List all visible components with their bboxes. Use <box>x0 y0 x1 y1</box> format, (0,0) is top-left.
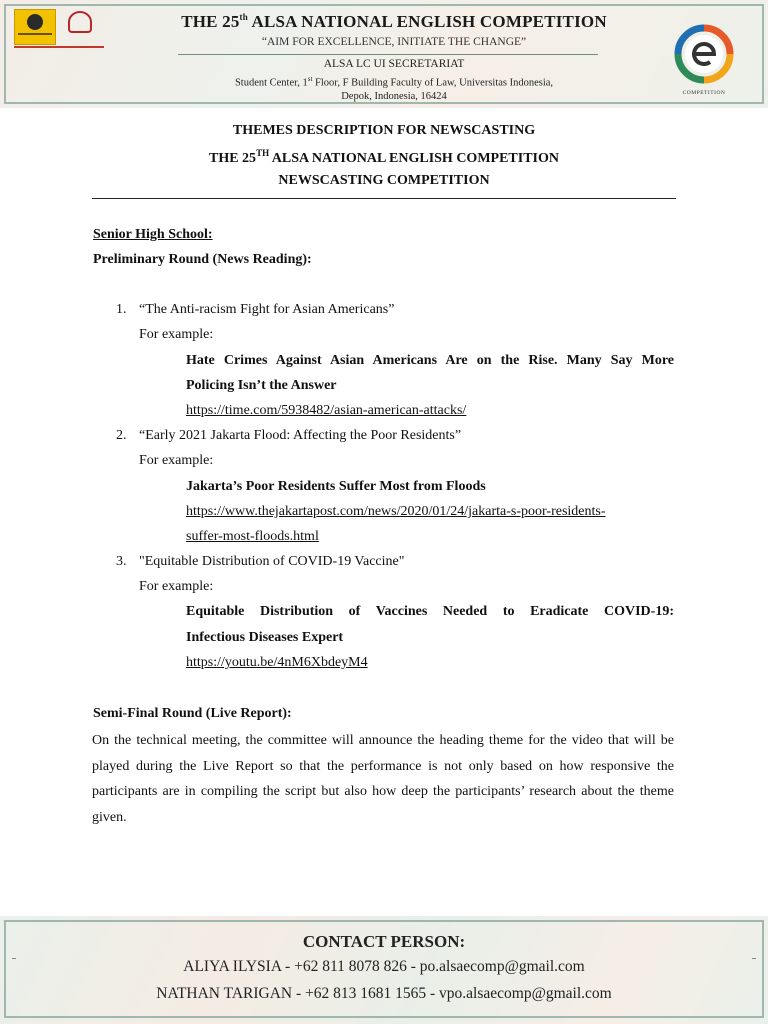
theme-number: 2. <box>116 428 127 443</box>
university-crest-icon <box>27 14 43 30</box>
theme-number: 3. <box>116 554 127 569</box>
contact-line-2: NATHAN TARIGAN - +62 813 1681 1565 - vpo.alsaecomp@gmail.com <box>156 985 612 1002</box>
example-link[interactable]: https://www.thejakartapost.com/news/2020/01/24/jakarta-s-poor-residents- <box>186 504 606 519</box>
secretariat-label: ALSA LC UI SECRETARIAT <box>323 58 465 70</box>
competition-e-emblem-icon <box>674 24 734 84</box>
contact-footer <box>0 916 768 1024</box>
for-example-label: For example: <box>139 453 214 468</box>
preliminary-round-heading: Preliminary Round (News Reading): <box>93 252 312 267</box>
example-headline: Hate Crimes Against Asian Americans Are on the Rise. Many Say More <box>186 353 674 368</box>
university-logo-text-mark <box>18 33 52 35</box>
for-example-label: For example: <box>139 327 214 342</box>
contact-person-title: CONTACT PERSON: <box>302 932 466 951</box>
logo-underline <box>14 46 104 48</box>
letterhead <box>0 0 768 108</box>
doc-title-line-1: THEMES DESCRIPTION FOR NEWSCASTING <box>232 123 536 138</box>
theme-title: “Early 2021 Jakarta Flood: Affecting the Poor Residents” <box>139 428 462 443</box>
theme-title: "Equitable Distribution of COVID-19 Vaccine" <box>139 554 405 569</box>
competition-logo <box>666 6 742 102</box>
theme-number: 1. <box>116 302 127 317</box>
doc-title-line-2: THE 25TH ALSA NATIONAL ENGLISH COMPETITION <box>208 148 559 166</box>
alsa-logo <box>58 9 98 43</box>
example-headline: Jakarta’s Poor Residents Suffer Most from Floods <box>186 479 486 494</box>
secretariat-address: Student Center, 1st Floor, F Building Faculty of Law, Universitas Indonesia, Depok, Indonesia, 16424 <box>234 75 554 102</box>
doc-title-line-3: NEWSCASTING COMPETITION <box>278 173 490 188</box>
example-link[interactable]: https://time.com/5938482/asian-american-attacks/ <box>186 403 467 418</box>
contact-line-1: ALIYA ILYSIA - +62 811 8078 826 - po.alsaecomp@gmail.com <box>183 958 585 975</box>
theme-title: “The Anti-racism Fight for Asian Americans” <box>139 302 395 317</box>
title-divider <box>92 198 676 199</box>
competition-logo-footer: COMPETITION <box>682 90 726 96</box>
example-headline: Equitable Distribution of Vaccines Needed to Eradicate COVID-19: <box>186 604 674 619</box>
for-example-label: For example: <box>139 579 214 594</box>
competition-title: THE 25th ALSA NATIONAL ENGLISH COMPETITION <box>181 12 607 31</box>
university-logo <box>14 9 56 45</box>
alsa-emblem-icon <box>68 11 92 33</box>
semifinal-heading: Semi-Final Round (Live Report): <box>93 706 292 721</box>
example-link-cont[interactable]: suffer-most-floods.html <box>186 529 319 544</box>
example-headline-cont: Infectious Diseases Expert <box>186 630 344 645</box>
level-heading: Senior High School: <box>93 227 213 242</box>
example-link[interactable]: https://youtu.be/4nM6XbdeyM4 <box>186 655 368 670</box>
semifinal-description: On the technical meeting, the committee will announce the heading theme for the video that will be played during the Live Report so that the performance is not only based on how responsive the participants are in compiling the script but also how deep the participants’ research about the theme given. <box>92 733 674 825</box>
example-headline-cont: Policing Isn’t the Answer <box>186 378 337 393</box>
competition-motto: “AIM FOR EXCELLENCE, INITIATE THE CHANGE” <box>261 36 527 48</box>
header-divider <box>178 54 598 55</box>
